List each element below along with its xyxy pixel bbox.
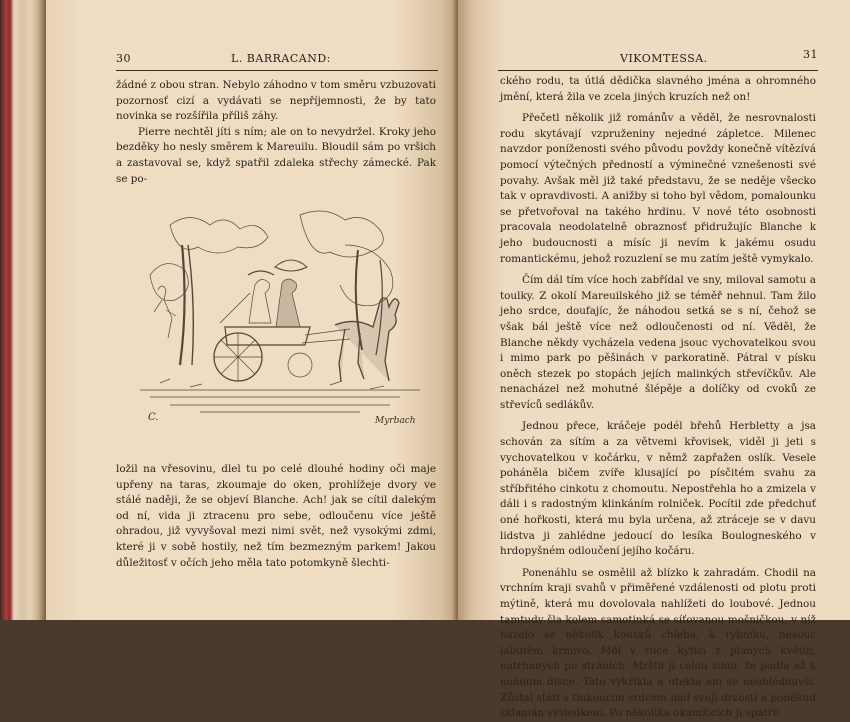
right-paragraph-2: Přečetl několik již románův a věděl, že nesrovnalosti rodu skytávají vzpruženiny nejedné zápletce. Milenec navzdor poníženosti svého původu povždy konečně vítězívá pomocí výtečných předností a výminečné vznešenosti své povahy. Avšak měl již také představu, že se neděje všecko tak v opravdivosti. A anižby si toho byl vědom, pomalounku se přetvořoval na takého hrdinu. V nové této osobnosti pracovala neodolatelně obraznosť přidružujíc Blanche k jeho budoucnosti a mísíc ji nevím k jakému osudu romantickému, jehož rozuzlení se mu zatím ještě vymykalo.	[500, 112, 816, 265]
right-paragraph-3: Čím dál tím více hoch zabřídal ve sny, miloval samotu a toulky. Z okolí Mareuilského již se téměř nehnul. Tam žilo jeho srdce, doufajíc, že náhodou setká se s ní, čehož se však bál ještě více než odloučenosti od ní. Věděl, že Blanche někdy vycházela vedena jsouc vychovatelkou svou i mimo park po pěšinách v parkoratině. Pátral v písku oněch stezek po stopách jejích malinkých střevíčkův. Ale nenacházel než mohutné šlépěje a dolíčky od cvoků ze střevíců sedlákův.	[500, 274, 816, 411]
right-paragraph-4: Jednou přece, kráčeje podél břehů Herbletty a jsa schován za sítím a za větvemi křovisek, viděl ji jeti s vychovatelkou v kočárku, v němž zapřažen oslík. Vesele poháněla bičem zvíře klusající po písčitém svahu za stříbřitého cinkotu z chomoutu. Nepostřehla ho a zmizela v dáli i s radostným klinkáním rolniček. Pocítil zde předchuť oné hořkosti, která mu byla určena, až ztráceje se v davu lidstva ji zahlédne jedoucí do lesíka Boulogneského v hrdopyšném odloučení jejího kočáru.	[500, 420, 816, 558]
right-running-head: VIKOMTESSA.	[620, 52, 708, 65]
engraving-donkey-cart-icon	[130, 205, 430, 430]
left-page-number: 30	[116, 52, 131, 65]
illustration-signature-right: Myrbach	[375, 416, 416, 426]
left-header-rule	[116, 70, 438, 71]
right-header-rule	[498, 70, 818, 71]
left-paragraph-2: Pierre nechtěl jíti s ním; ale on to nevydržel. Kroky jeho bezděky ho nesly směrem k Mareuilu. Bloudil sám po vršich a zastavoval se, když spatřil zdaleka střechy zámecké. Pak se po-	[116, 125, 436, 185]
left-bottom-text	[116, 462, 436, 571]
left-running-head: L. BARRACAND:	[231, 52, 331, 65]
right-page	[458, 0, 850, 720]
left-top-text	[116, 78, 436, 187]
right-paragraph-1: ckého rodu, ta útlá dědička slavného jména a ohromného jmění, která žila ve zcela jiných kruzích než on!	[500, 75, 816, 103]
right-body-text	[500, 74, 816, 722]
left-paragraph-3: ložil na vřesovinu, dlel tu po celé dlouhé hodiny oči maje upřeny na taras, zkoumaje do oken, prohlížeje dvory ve stálé naději, že se objeví Blanche. Ach! jak se cítil dalekým od ní, vida ji ztracenu pro sebe, odloučenu více ještě ohradou, již vyvyšoval mezi nimi svět, než vysokými zdmi, které ji v sobě hostily, než tím bezmezným parkem! Jakou důležitosť v očích jeho měla tato potomkyně šlechti-	[116, 463, 436, 569]
left-paragraph-1: žádné z obou stran. Nebylo záhodno v tom směru vzbuzovati pozornosť cizí a vydávati se nepříjemnosti, že by tato novinka se rozšířila příliš záhy.	[116, 79, 436, 123]
book-edge-left	[0, 0, 46, 620]
right-paragraph-5: Ponenáhlu se osmělil až blízko k zahradám. Chodil na vrchním kraji svahů v přiměřené vzdálenosti od plotu proti mýtině, která mu dovolovala nahlížeti do loubové. Jednou tamtudy šla kolem samotinká se síťovanou mošničkou, v níž házelo se několik kousků chleba, k rybníku, nesouc labutěm krmivo. Měl v ruce kytici z planých květin, natrhaných po stráních. Mrštil ji celou silou, že padla až k nohoum dívce. Tato vykřikla a utekla ani se neohlédnuvši. Zůstal státi s tlukoucím srdcem nad svojí drzostí a poněkud sklamán výsledkem. Po několika okamžicích ji spatřil	[500, 566, 816, 720]
right-page-number: 31	[803, 48, 818, 61]
illustration-signature-left: C.	[148, 412, 159, 423]
